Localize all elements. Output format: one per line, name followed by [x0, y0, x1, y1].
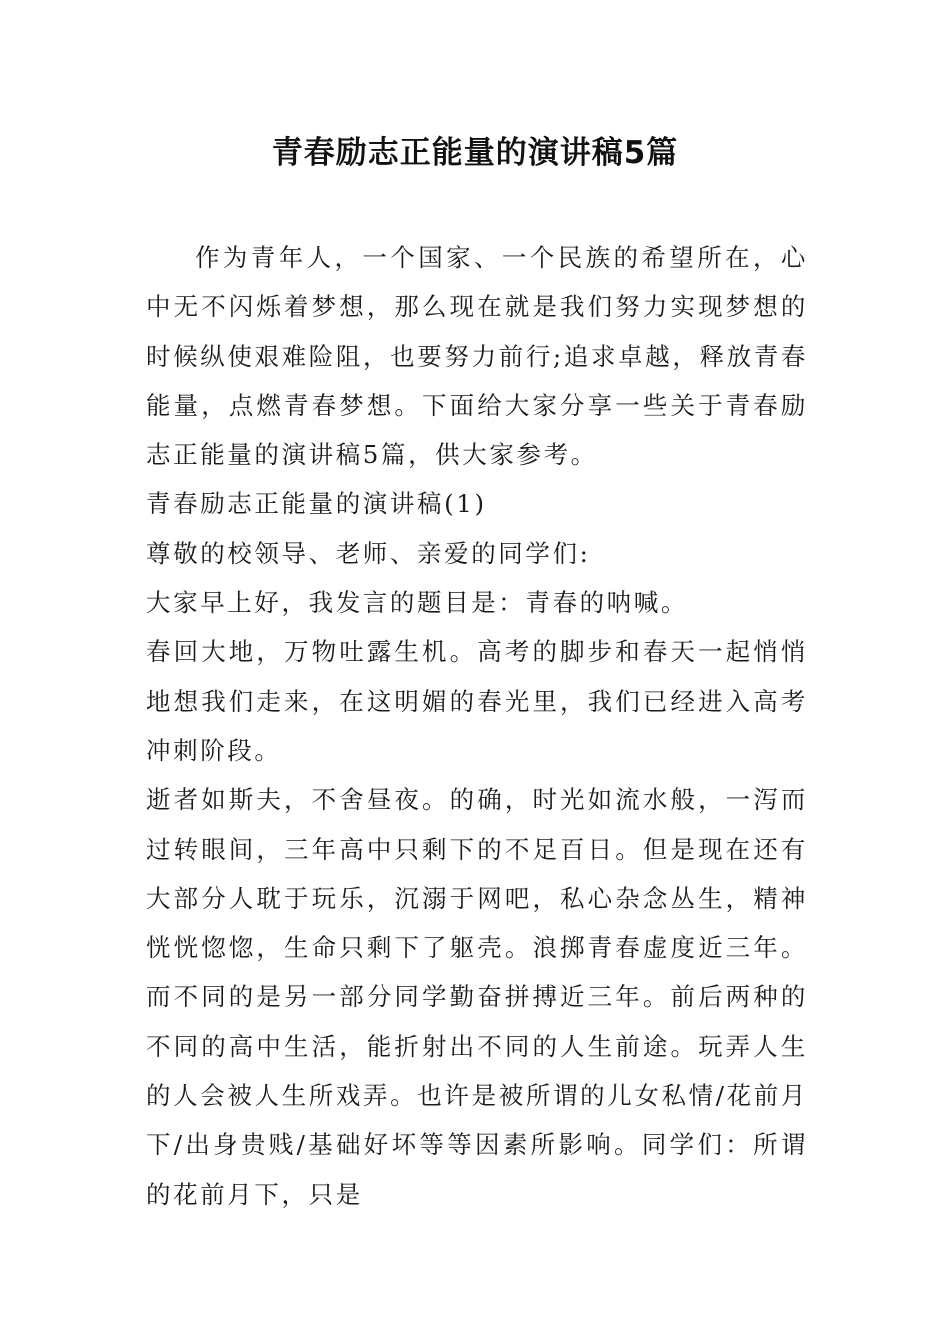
body-paragraph: 逝者如斯夫，不舍昼夜。的确，时光如流水般，一泻而过转眼间，三年高中只剩下的不足百日。但是现在还有大部分人耽于玩乐，沉溺于网吧，私心杂念丛生，精神恍恍惚惚，生命只剩下了躯壳。浪掷青春虚度近三年。而不同的是另一部分同学勤奋拼搏近三年。前后两种的不同的高中生活，能折射出不同的人生前途。玩弄人生的人会被人生所戏弄。也许是被所谓的儿女私情/花前月下/出身贵贱/基础好坏等等因素所影响。同学们：所谓的花前月下，只是 — [146, 785, 808, 1209]
salutation-paragraph: 尊敬的校领导、老师、亲爱的同学们: — [146, 538, 591, 568]
intro-paragraph: 作为青年人，一个国家、一个民族的希望所在，心中无不闪烁着梦想，那么现在就是我们努力实现梦想的时候纵使艰难险阻，也要努力前行;追求卓越，释放青春能量，点燃青春梦想。下面给大家分享一些关于青春励志正能量的演讲稿5篇，供大家参考。 — [146, 243, 808, 470]
document-title: 青春励志正能量的演讲稿5篇 — [271, 135, 679, 171]
document-body — [146, 233, 808, 1219]
greeting-paragraph: 大家早上好，我发言的题目是：青春的呐喊。 — [146, 588, 688, 618]
body-paragraph: 春回大地，万物吐露生机。高考的脚步和春天一起悄悄地想我们走来，在这明媚的春光里，我们已经进入高考冲刺阶段。 — [146, 637, 808, 765]
section-heading: 青春励志正能量的演讲稿(1) — [146, 489, 487, 519]
